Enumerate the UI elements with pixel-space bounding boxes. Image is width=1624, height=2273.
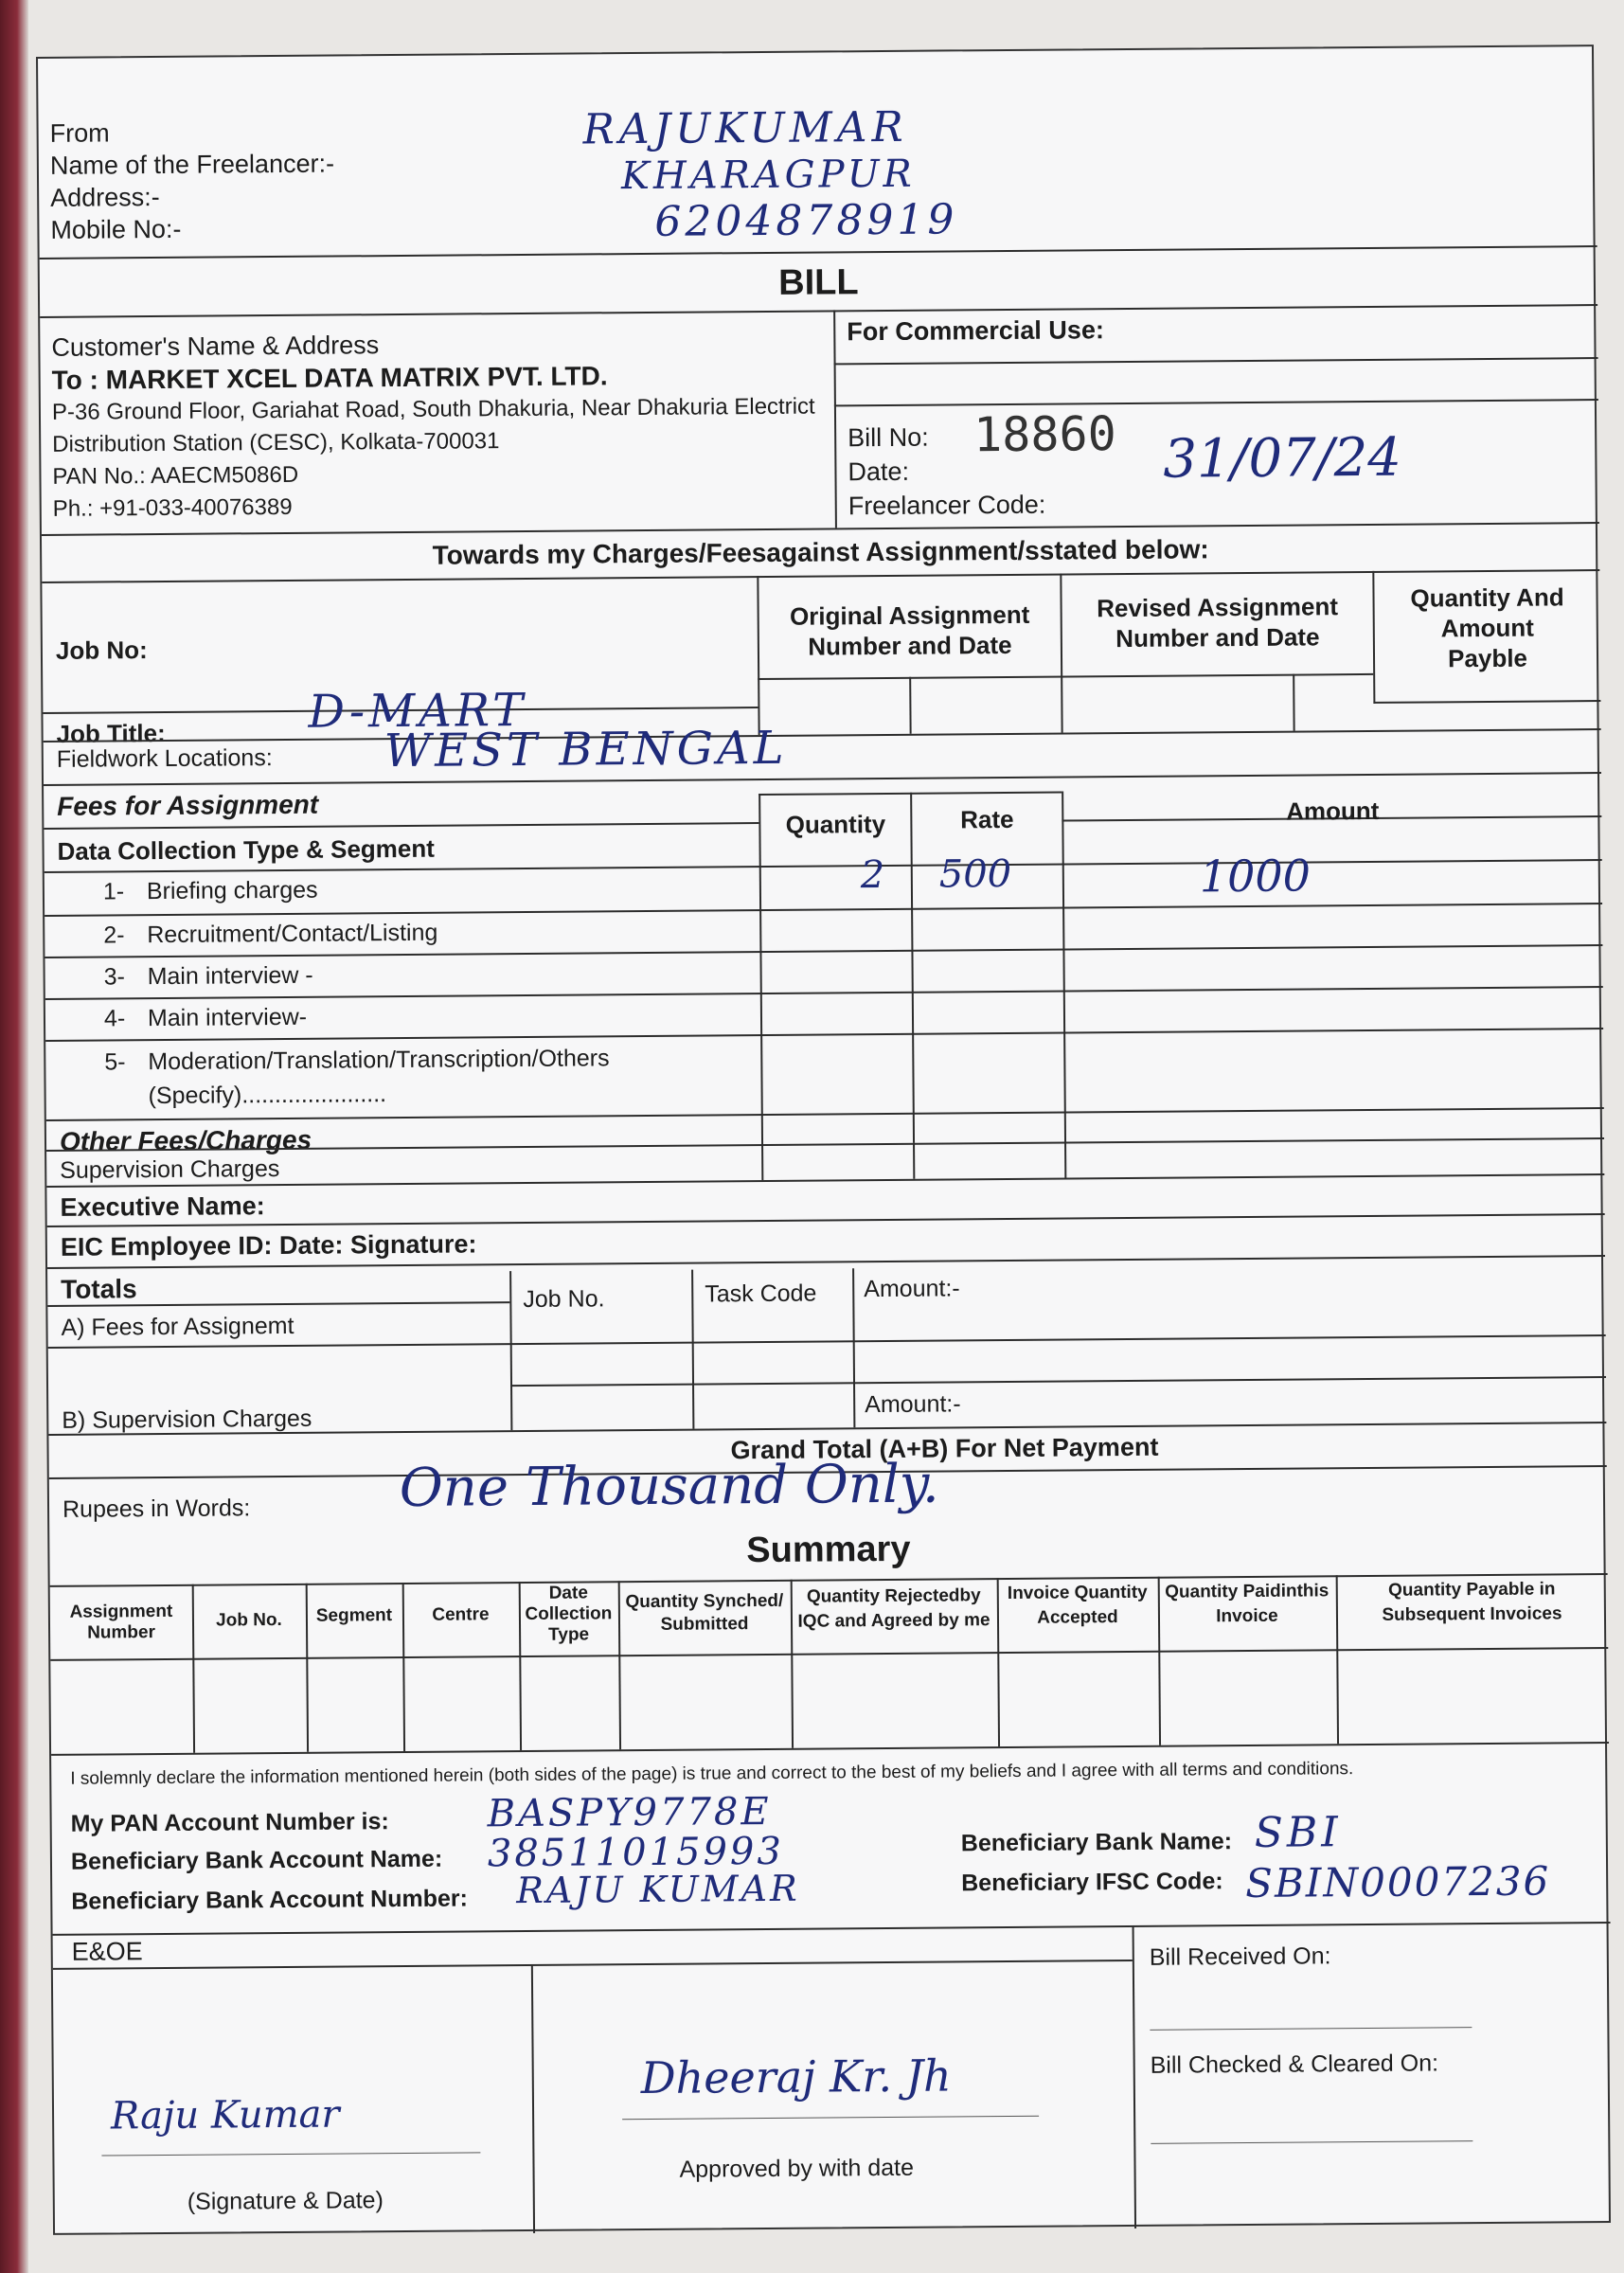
fee-row-5-specify: (Specify)...................... [148,1081,387,1110]
fees-heading: Fees for Assignment [57,789,319,821]
signature-value: Raju Kumar [110,2092,340,2139]
summary-heading: Summary [746,1529,911,1571]
fee-row-5-num: 5- [104,1048,126,1076]
customer-address-line2: Distribution Station (CESC), Kolkata-700031 [52,428,500,457]
task-code-label: Task Code [705,1280,817,1308]
freelancer-code-label: Freelancer Code: [848,490,1046,521]
fee-row-1-rate: 500 [938,851,1012,897]
quantity-amount-line1: Quantity And [1410,582,1564,613]
supervision-charges-label: Supervision Charges [60,1155,280,1184]
account-name-value: 38511015993 [487,1829,785,1876]
fee-row-1-label: Briefing charges [146,876,318,905]
job-title-label: Job Title: [56,718,166,748]
bank-name-value: SBI [1254,1808,1342,1857]
bill-title: BILL [778,262,859,303]
mobile-value: 6204878919 [654,195,958,246]
original-assignment-line2: Number and Date [808,630,1012,661]
approved-signature-value: Dheeraj Kr. Jh [640,2049,952,2104]
bill-received-label: Bill Received On: [1149,1942,1331,1971]
quantity-amount-line2: Amount [1440,613,1534,643]
summary-col-date-1: Date [548,1583,588,1603]
rate-heading: Rate [960,804,1014,834]
customer-address-line1: P-36 Ground Floor, Gariahat Road, South Dhakuria, Near Dhakuria Electrict [51,393,815,425]
other-fees-heading: Other Fees/Charges [59,1124,312,1156]
account-number-value: RAJU KUMAR [516,1867,800,1912]
supervision-total-label: B) Supervision Charges [62,1405,312,1434]
summary-col-rejected-1: Quantity Rejectedby [806,1585,981,1607]
fee-row-2-num: 2- [103,922,125,949]
revised-assignment-line2: Number and Date [1115,622,1320,653]
fee-row-1-quantity: 2 [860,852,885,898]
amount-heading: Amount [1286,796,1380,826]
ifsc-value: SBIN0007236 [1244,1857,1551,1907]
totals-job-no-label: Job No. [523,1285,605,1314]
towards-text: Towards my Charges/Feesagainst Assignment/sstated below: [432,534,1209,570]
fees-for-assignment-label: A) Fees for Assignemt [61,1312,294,1341]
summary-col-synched-1: Quantity Synched/ [625,1590,784,1613]
fee-row-4-num: 4- [103,1005,126,1032]
bill-no-label: Bill No: [848,422,929,453]
summary-col-centre: Centre [432,1604,490,1625]
data-collection-heading: Data Collection Type & Segment [57,833,435,866]
summary-col-job-no: Job No. [216,1610,282,1631]
summary-col-assignment-1: Assignment [69,1601,173,1622]
signature-label: (Signature & Date) [187,2187,384,2215]
totals-heading: Totals [61,1274,137,1304]
fee-row-3-label: Main interview - [147,961,313,991]
address-value: KHARAGPUR [620,152,916,199]
fieldwork-value: WEST BENGAL [384,721,788,779]
customer-to: To : MARKET XCEL DATA MATRIX PVT. LTD. [51,361,608,395]
account-number-label: Beneficiary Bank Account Number: [71,1885,469,1915]
bank-name-label: Beneficiary Bank Name: [960,1828,1233,1857]
rupees-in-words-label: Rupees in Words: [62,1494,251,1523]
quantity-amount-line3: Payble [1447,643,1528,673]
declaration-text: I solemnly declare the information mentioned herein (both sides of the page) is true and correct to the best of my beliefs and I agree with all terms and conditions. [70,1759,1354,1789]
commercial-heading: For Commercial Use: [847,315,1105,347]
revised-assignment-line1: Revised Assignment [1097,592,1339,623]
eic-employee-label: EIC Employee ID: Date: Signature: [60,1229,477,1262]
summary-col-rejected-2: IQC and Agreed by me [797,1610,990,1632]
summary-col-paid-2: Invoice [1216,1605,1278,1627]
fee-row-3-num: 3- [103,963,125,991]
customer-phone: Ph.: +91-033-40076389 [52,493,293,522]
quantity-heading: Quantity [785,809,886,839]
fee-row-2-label: Recruitment/Contact/Listing [147,919,438,949]
job-title-value: D-MART [308,683,527,739]
pan-value: BASPY9778E [487,1789,772,1836]
date-value: 31/07/24 [1163,426,1402,491]
summary-col-assignment-2: Number [87,1622,156,1643]
fee-row-5-label: Moderation/Translation/Transcription/Others [148,1045,610,1076]
summary-col-paid-1: Quantity Paidinthis [1165,1581,1330,1602]
pan-label: My PAN Account Number is: [70,1808,389,1837]
ifsc-label: Beneficiary IFSC Code: [961,1868,1223,1897]
summary-col-segment: Segment [315,1605,393,1626]
fee-row-1-amount: 1000 [1199,850,1312,903]
approved-label: Approved by with date [679,2154,915,2183]
summary-col-synched-2: Submitted [660,1614,749,1635]
rupees-in-words-value: One Thousand Only. [399,1453,939,1520]
summary-col-date-2: Collection [525,1603,613,1624]
date-label: Date: [848,456,910,487]
executive-name-label: Executive Name: [60,1191,265,1222]
summary-col-date-3: Type [548,1624,590,1645]
original-assignment-line1: Original Assignment [789,600,1030,631]
fee-row-1-num: 1- [102,878,125,905]
fee-row-4-label: Main interview- [147,1003,308,1032]
freelancer-name-label: Name of the Freelancer:- [49,149,335,180]
fieldwork-label: Fieldwork Locations: [56,744,273,773]
bill-no-value: 18860 [973,406,1116,463]
amount-a-label: Amount:- [864,1275,960,1303]
mobile-label: Mobile No:- [50,214,182,244]
summary-col-invoice-1: Invoice Quantity [1007,1582,1148,1603]
summary-col-payable-2: Subsequent Invoices [1382,1603,1562,1625]
from-label: From [49,118,110,148]
background-edge [0,0,28,2273]
bill-form [36,45,1611,2235]
job-no-label: Job No: [55,635,148,665]
eoe-label: E&OE [71,1937,143,1966]
account-name-label: Beneficiary Bank Account Name: [70,1845,443,1875]
address-label: Address:- [50,182,160,212]
grand-total-label: Grand Total (A+B) For Net Payment [730,1432,1159,1465]
summary-col-invoice-2: Accepted [1037,1607,1118,1628]
amount-b-label: Amount:- [865,1390,961,1419]
customer-pan: PAN No.: AAECM5086D [52,461,299,490]
freelancer-name-value: RAJUKUMAR [582,102,908,154]
bill-checked-label: Bill Checked & Cleared On: [1150,2049,1439,2079]
customer-heading: Customer's Name & Address [51,331,380,362]
summary-col-payable-1: Quantity Payable in [1388,1579,1556,1601]
